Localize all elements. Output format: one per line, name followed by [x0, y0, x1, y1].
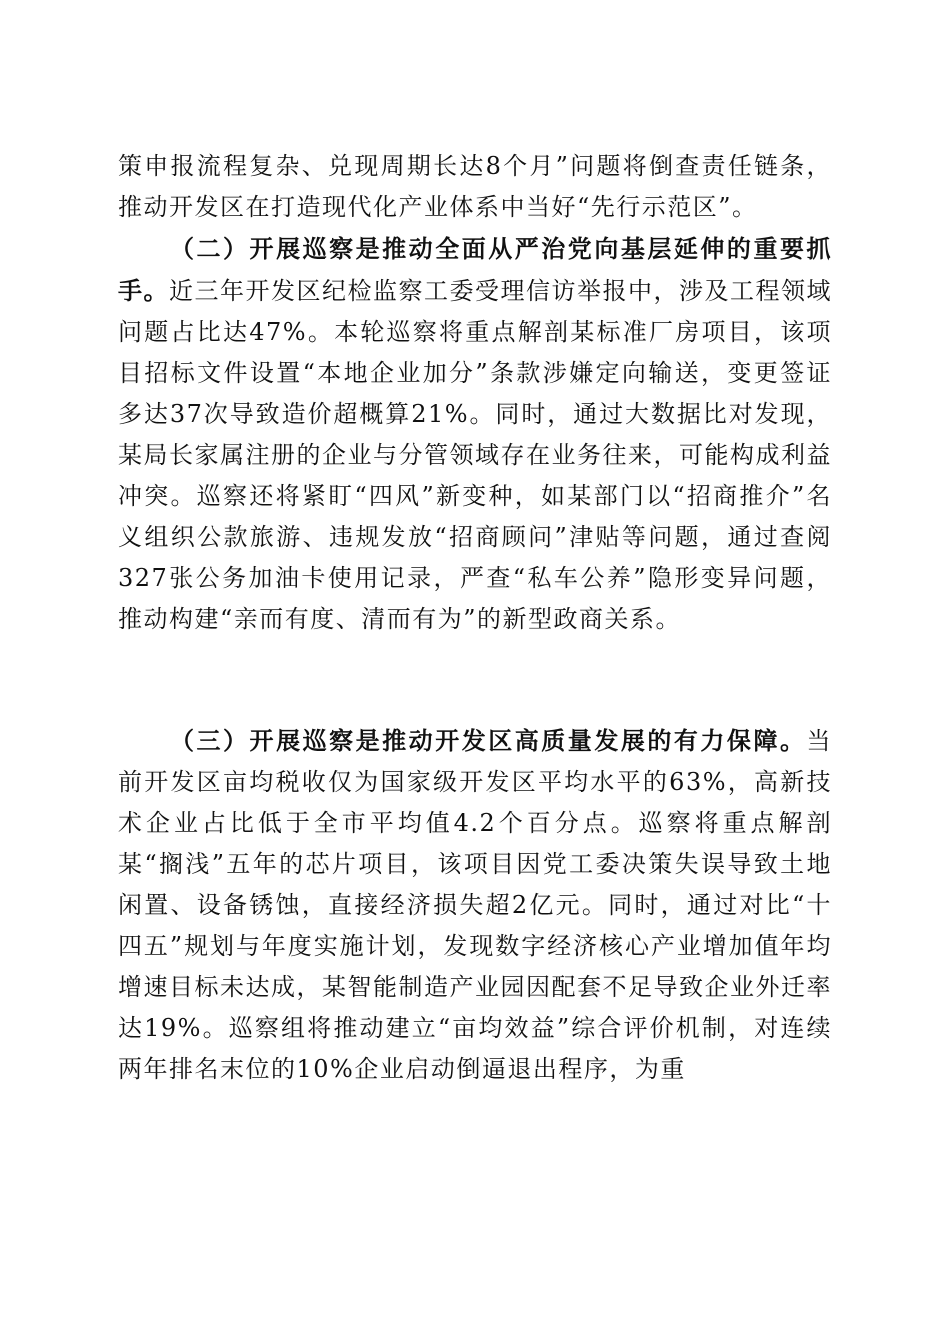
section-2-heading: （二）开展巡察是推动全面从严治党向基层延伸的重要抓手。: [118, 234, 832, 305]
continuation-block: [118, 146, 832, 228]
section-3-paragraph: [118, 720, 832, 1090]
continuation-paragraph: [118, 146, 832, 228]
section-2-block: [118, 228, 832, 640]
continuation-text: 策申报流程复杂、兑现周期长达8个月”问题将倒查责任链条，推动开发区在打造现代化产业体系中当好“先行示范区”。: [118, 152, 832, 221]
section-3-heading: （三）开展巡察是推动开发区高质量发展的有力保障。: [170, 726, 807, 755]
section-2-paragraph: [118, 228, 832, 640]
section-2-body: 近三年开发区纪检监察工委受理信访举报中，涉及工程领域问题占比达47%。本轮巡察将重点解剖某标准厂房项目，该项目招标文件设置“本地企业加分”条款涉嫌定向输送，变更签证多达37次导致造价超概算21%。同时，通过大数据比对发现，某局长家属注册的企业与分管领域存在业务往来，可能构成利益冲突。巡察还将紧盯“四风”新变种，如某部门以“招商推介”名义组织公款旅游、违规发放“招商顾问”津贴等问题，通过查阅327张公务加油卡使用记录，严查“私车公养”隐形变异问题，推动构建“亲而有度、清而有为”的新型政商关系。: [118, 277, 832, 633]
section-3-block: [118, 720, 832, 1090]
section-3-body: 当前开发区亩均税收仅为国家级开发区平均水平的63%，高新技术企业占比低于全市平均值4.2个百分点。巡察将重点解剖某“搁浅”五年的芯片项目，该项目因党工委决策失误导致土地闲置、设备锈蚀，直接经济损失超2亿元。同时，通过对比“十四五”规划与年度实施计划，发现数字经济核心产业增加值年均增速目标未达成，某智能制造产业园因配套不足导致企业外迁率达19%。巡察组将推动建立“亩均效益”综合评价机制，对连续两年排名末位的10%企业启动倒逼退出程序，为重: [118, 727, 832, 1083]
